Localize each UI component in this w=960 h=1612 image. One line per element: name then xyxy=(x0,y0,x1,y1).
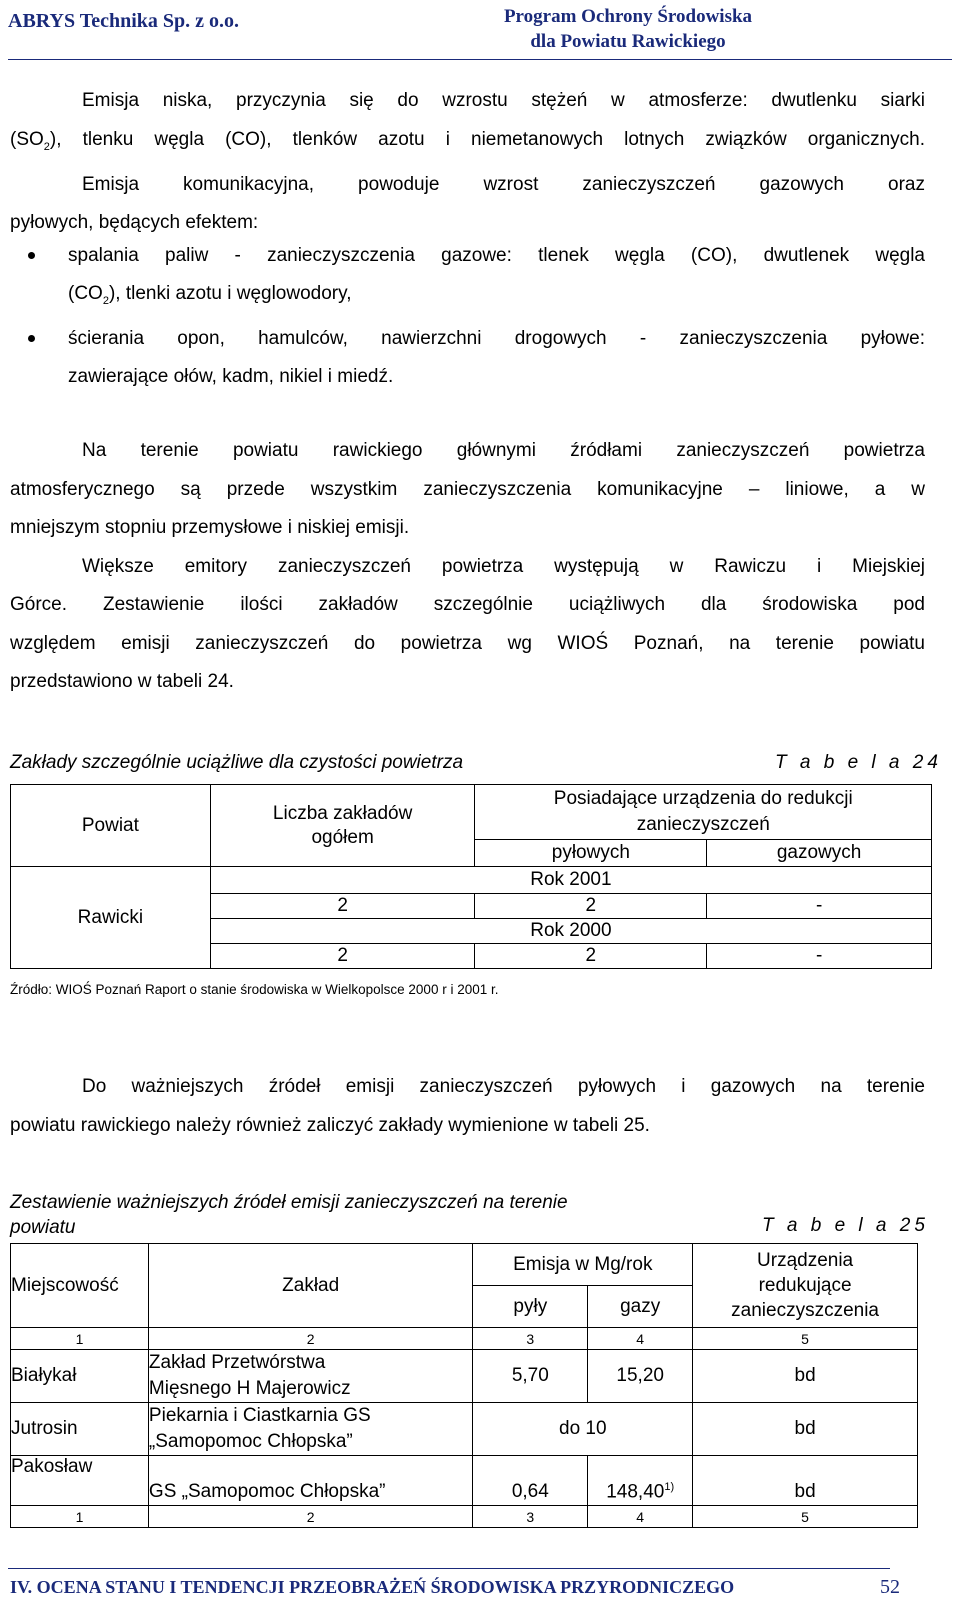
text-run: ), tlenku węgla (CO), tlenków azotu i niemetanowych lotnych związków organicznych. xyxy=(49,128,925,150)
header-pylowych: pyłowych xyxy=(475,840,707,867)
text-run: ), tlenki azotu i węglowodory, xyxy=(108,283,352,304)
bullet-icon xyxy=(28,335,35,342)
cell-gazy xyxy=(588,1456,693,1506)
paragraph-line: przedstawiono w tabeli 24. xyxy=(10,671,234,692)
table-cell: - xyxy=(707,894,932,919)
cell-zaklad xyxy=(148,1403,473,1456)
text-run: (SO xyxy=(10,128,44,150)
subscript: 2 xyxy=(43,140,50,153)
company-name: ABRYS Technika Sp. z o.o. xyxy=(8,10,240,32)
column-number: 1 xyxy=(11,1506,149,1528)
footer-rule xyxy=(8,1568,890,1569)
column-number: 5 xyxy=(693,1328,918,1350)
program-title-line1: Program Ochrony Środowiska xyxy=(503,6,753,27)
bullet-list xyxy=(10,237,925,396)
header-pyly: pyły xyxy=(473,1286,588,1328)
footnote-marker: 1) xyxy=(664,1480,675,1493)
cell-pyly: 0,64 xyxy=(473,1456,588,1506)
paragraph-line: mniejszym stopniu przemysłowe i niskiej emisji. xyxy=(10,517,410,538)
list-item xyxy=(10,320,925,396)
list-item-line xyxy=(68,275,925,320)
header-urzadzenia xyxy=(475,785,932,840)
page-number: 52 xyxy=(880,1576,900,1598)
header-text: zanieczyszczenia xyxy=(731,1300,879,1321)
column-number: 4 xyxy=(588,1506,693,1528)
paragraph-line: Górce. Zestawienie ilości zakładów szczególnie uciążliwych dla środowiska pod xyxy=(10,594,925,615)
header-powiat: Powiat xyxy=(11,785,211,867)
header-text: Posiadające urządzenia do redukcji xyxy=(553,788,853,809)
header-text: zanieczyszczeń xyxy=(636,814,770,835)
header-text: Urządzenia xyxy=(757,1250,854,1271)
paragraph-line: Większe emitory zanieczyszczeń powietrza występują w Rawiczu i Miejskiej xyxy=(82,555,925,577)
table-cell: 2 xyxy=(210,894,475,919)
list-item-line: zawierające ołów, kadm, nikiel i miedź. xyxy=(68,365,394,387)
cell-miejscowosc: Białykał xyxy=(11,1350,149,1403)
list-item xyxy=(10,237,925,320)
table25-caption xyxy=(10,1190,568,1240)
table25 xyxy=(10,1243,918,1528)
table-row xyxy=(11,1403,918,1456)
list-item-line: ścierania opon, hamulców, nawierzchni drogowych - zanieczyszczenia pyłowe: xyxy=(68,327,925,349)
cell-miejscowosc: Pakosław xyxy=(11,1456,149,1506)
column-number: 3 xyxy=(473,1506,588,1528)
header-text: ogółem xyxy=(311,826,374,848)
header-text: Liczba zakładów xyxy=(272,802,413,824)
table24-source: Źródło: WIOŚ Poznań Raport o stanie środowiska w Wielkopolsce 2000 r i 2001 r. xyxy=(10,982,499,997)
cell-emisja: do 10 xyxy=(473,1403,693,1456)
paragraph-line xyxy=(10,121,925,166)
paragraph-line: pyłowych, będących efektem: xyxy=(10,212,259,234)
year-row: Rok 2001 xyxy=(210,867,931,894)
header-gazowych: gazowych xyxy=(707,840,932,867)
header-miejscowosc: Miejscowość xyxy=(11,1244,149,1328)
header-text: redukujące xyxy=(758,1275,852,1296)
year-row: Rok 2000 xyxy=(210,919,931,944)
text-run: (CO xyxy=(68,283,103,304)
header-urzadzenia xyxy=(693,1244,918,1328)
cell-miejscowosc: Jutrosin xyxy=(11,1403,149,1456)
paragraph-line: atmosferycznego są przede wszystkim zanieczyszczenia komunikacyjne – liniowe, a w xyxy=(10,478,925,500)
table-cell: 2 xyxy=(475,944,707,969)
list-item-line: spalania paliw - zanieczyszczenia gazowe: tlenek węgla (CO), dwutlenek węgla xyxy=(68,245,925,266)
cell-powiat: Rawicki xyxy=(11,867,211,969)
column-number: 5 xyxy=(693,1506,918,1528)
paragraph-emisja-niska xyxy=(10,82,925,243)
paragraph-line: Emisja niska, przyczynia się do wzrostu stężeń w atmosferze: dwutlenku siarki xyxy=(82,90,925,111)
cell-pyly: 5,70 xyxy=(473,1350,588,1403)
program-title-line2: dla Powiatu Rawickiego xyxy=(530,31,726,52)
table25-label: T a b e l a 25 xyxy=(762,1215,929,1236)
cell-zaklad xyxy=(148,1350,473,1403)
table-cell: 2 xyxy=(475,894,707,919)
paragraph-line: Emisja komunikacyjna, powoduje wzrost zanieczyszczeń gazowych oraz xyxy=(82,173,925,195)
cell-zaklad: GS „Samopomoc Chłopska” xyxy=(148,1456,473,1506)
table-row xyxy=(11,1350,918,1403)
paragraph-line: powiatu rawickiego należy również zaliczyć zakłady wymienione w tabeli 25. xyxy=(10,1114,650,1136)
bullet-icon xyxy=(28,252,35,259)
table-cell: - xyxy=(707,944,932,969)
cell-text: Piekarnia i Ciastkarnia GS xyxy=(148,1405,371,1426)
paragraph-wazniejsze-zrodla xyxy=(10,1068,925,1145)
caption-line: powiatu xyxy=(10,1217,76,1238)
cell-text: 148,40 xyxy=(606,1481,665,1502)
caption-line: Zestawienie ważniejszych źródeł emisji zanieczyszczeń na terenie xyxy=(10,1192,568,1213)
cell-urzadzenia: bd xyxy=(693,1403,918,1456)
header-emisja: Emisja w Mg/rok xyxy=(473,1244,693,1286)
column-number: 2 xyxy=(148,1328,473,1350)
column-number: 2 xyxy=(148,1506,473,1528)
paragraph-line: Do ważniejszych źródeł emisji zanieczyszczeń pyłowych i gazowych na terenie xyxy=(82,1076,925,1097)
subscript: 2 xyxy=(102,294,109,307)
paragraph-zrodla xyxy=(10,432,925,702)
header-rule xyxy=(8,59,952,60)
paragraph-line: Na terenie powiatu rawickiego głównymi źródłami zanieczyszczeń powietrza xyxy=(82,440,925,461)
table24-label: T a b e l a 24 xyxy=(775,752,942,773)
table-row xyxy=(11,1456,918,1506)
column-number: 4 xyxy=(588,1328,693,1350)
paragraph-line: względem emisji zanieczyszczeń do powietrza wg WIOŚ Poznań, na terenie powiatu xyxy=(10,632,925,654)
cell-text: Zakład Przetwórstwa xyxy=(148,1352,326,1373)
column-number: 1 xyxy=(11,1328,149,1350)
cell-urzadzenia: bd xyxy=(693,1456,918,1506)
cell-gazy: 15,20 xyxy=(588,1350,693,1403)
table24 xyxy=(10,784,932,969)
column-number: 3 xyxy=(473,1328,588,1350)
header-liczba-zakladow xyxy=(210,785,475,867)
chapter-title: IV. OCENA STANU I TENDENCJI PRZEOBRAŻEŃ ŚRODOWISKA PRZYRODNICZEGO xyxy=(10,1577,735,1597)
cell-urzadzenia: bd xyxy=(693,1350,918,1403)
header-gazy: gazy xyxy=(588,1286,693,1328)
header-zaklad: Zakład xyxy=(148,1244,473,1328)
cell-text: Mięsnego H Majerowicz xyxy=(148,1378,351,1399)
table-cell: 2 xyxy=(210,944,475,969)
table24-caption: Zakłady szczególnie uciążliwe dla czystości powietrza xyxy=(10,752,464,773)
program-title xyxy=(478,4,778,54)
cell-text: „Samopomoc Chłopska” xyxy=(148,1431,353,1452)
